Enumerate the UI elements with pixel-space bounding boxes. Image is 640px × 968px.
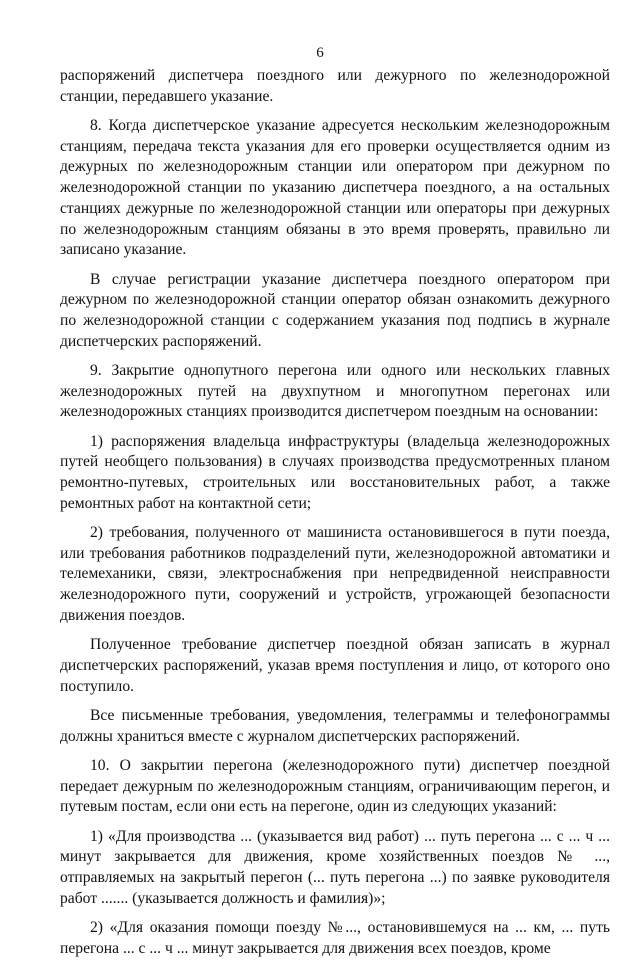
paragraph-item-10: 10. О закрытии перегона (железнодорожного пути) диспетчер поездной передает дежурным по железнодорожным станциям, ограничивающим перегон, и путевым постам, если они есть на перегоне, один из следующих указаний:	[60, 756, 610, 816]
paragraph-storage: Все письменные требования, уведомления, телеграммы и телефонограммы должны храниться вместе с журналом диспетчерских распоряжений.	[60, 706, 610, 745]
paragraph-requirement-record: Полученное требование диспетчер поездной обязан записать в журнал диспетчерских распоряжений, указав время поступления и лицо, от которого оно поступило.	[60, 636, 610, 695]
paragraph-item-9-1: 1) распоряжения владельца инфраструктуры (владельца железнодорожных путей необщего пользования) в случаях производства предусмотренных планом ремонтно-путевых, строительных или восстановительных работ, а также ремонтных работ на контактной сети;	[60, 432, 610, 512]
paragraph-item-9-2: 2) требования, полученного от машиниста остановившегося в пути поезда, или требования работников подразделений пути, железнодорожной автоматики и телемеханики, связи, электроснабжения при непредвиденной неисправности железнодорожного пути, сооружений и устройств, угрожающей безопасности движения поездов.	[60, 524, 610, 624]
document-body	[60, 66, 610, 968]
paragraph-item-10-2: 2) «Для оказания помощи поезду №..., остановившемуся на ... км, ... путь перегона ... с ... ч ... минут закрывается для движения всех поездов, кроме	[60, 918, 610, 957]
paragraph-item-10-1: 1) «Для производства ... (указывается вид работ) ... путь перегона ... с ... ч ... минут закрывается для движения, кроме хозяйственных поездов № ..., отправляемых на закрытый перегон (... путь перегона ...) по заявке руководителя работ ....... (указывается должность и фамилия)»;	[60, 827, 610, 907]
paragraph-operator-registration: В случае регистрации указание диспетчера поездного оператором при дежурном по железнодорожной станции оператор обязан ознакомить дежурного по железнодорожной станции с содержанием указания под подпись в журнале диспетчерских распоряжений.	[60, 270, 610, 350]
paragraph-item-9: 9. Закрытие однопутного перегона или одного или нескольких главных железнодорожных путей на двухпутном и многопутном перегонах или железнодорожных станциях производится диспетчером поездным на основании:	[60, 361, 610, 421]
page-number: 6	[316, 45, 324, 61]
paragraph-item-8: 8. Когда диспетчерское указание адресуется нескольким железнодорожным станциям, передача текста указания для его проверки осуществляется одним из дежурных по железнодорожным станции или оператором при дежурном по железнодорожной станции по указанию диспетчера поездного, а на остальных станциях дежурные по железнодорожной станции или операторы при дежурных по железнодорожным станциям обязаны в это время проверять, правильно ли записано указание.	[60, 117, 610, 259]
paragraph-continuation: распоряжений диспетчера поездного или дежурного по железнодорожной станции, передавшего указание.	[60, 67, 610, 105]
